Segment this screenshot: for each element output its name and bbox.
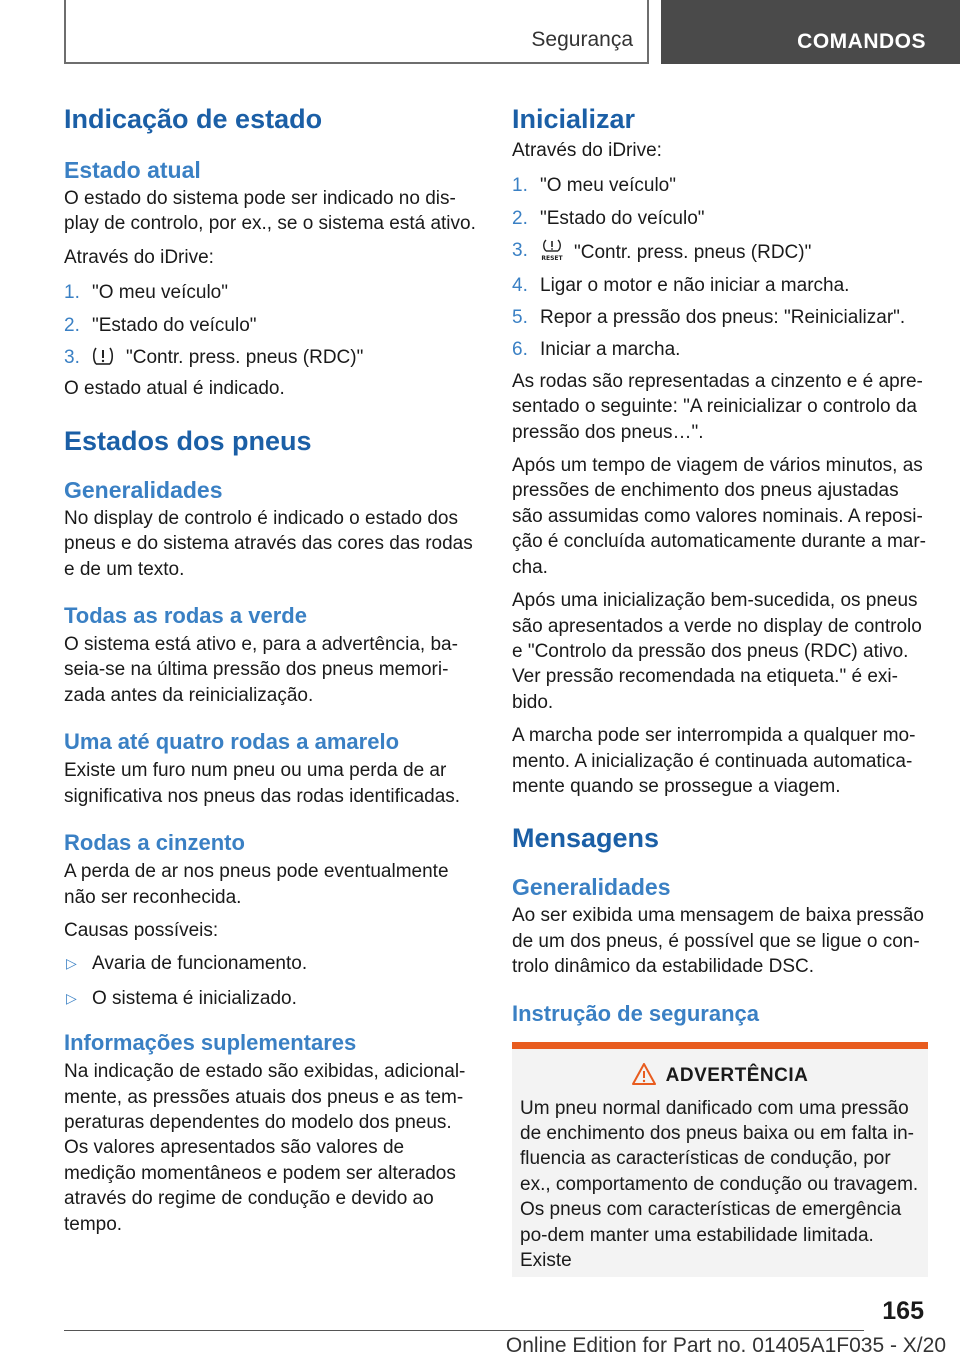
heading-all-green: Todas as rodas a verde [64,603,307,629]
heading-current-state: Estado atual [64,157,201,183]
paragraph-causes: Causas possíveis: [64,919,219,941]
list-item: 5. Repor a pressão dos pneus: "Reinicializar". [512,307,906,329]
list-item: 3. RESET "Contr. press. pneus (RDC)" [512,240,812,264]
warning-header [520,1063,920,1090]
heading-messages: Mensagens [512,823,660,854]
paragraph-state-shown: O estado atual é indicado. [64,378,285,400]
list-item: 1. "O meu veículo" [64,282,228,304]
paragraph-success: Após uma inicialização bem-sucedida, os pneus são apresentados a verde no display de controlo e "Controlo da pressão dos pneus (RDC) ativo. Ver pressão recomendada na etiqueta." é exi-bido. [512,590,922,713]
svg-text:RESET: RESET [541,255,563,263]
tire-reset-icon [540,238,563,263]
paragraph-grey: A perda de ar nos pneus pode eventualmente não ser reconhecida. [64,861,449,908]
list-item: 2. "Estado do veículo" [64,314,257,336]
list-item: 4. Ligar o motor e não iniciar a marcha. [512,274,850,296]
right-column [512,100,928,1277]
paragraph-via-idrive: Através do iDrive: [64,246,214,268]
heading-tire-states: Estados dos pneus [64,425,312,456]
list-item: 3. "Contr. press. pneus (RDC)" [64,347,364,369]
paragraph-all-green: O sistema está ativo e, para a advertência, ba-seia-se na última pressão dos pneus memori-zada antes da reinicialização. [64,634,458,706]
heading-general: Generalidades [512,874,671,901]
paragraph-via-idrive: Através do iDrive: [512,140,662,161]
status-steps-list [64,280,480,370]
left-column [64,100,480,1237]
paragraph-extra-info: Na indicação de estado são exibidas, adicional-mente, as pressões atuais dos pneus e as tem-peraturas dependentes do modelo dos pneus. Os valores apresentados são valores de medição momentâneos e podem ser alterados através do regime de condução e devido ao tempo. [64,1061,466,1235]
list-item: 2. "Estado do veículo" [512,207,705,229]
chapter-title: COMANDOS [797,30,926,53]
list-item: 6. Iniciar a marcha. [512,339,681,361]
list-item: 1. "O meu veículo" [512,175,676,197]
section-title: Segurança [531,28,633,51]
tire-pressure-warning-icon [92,345,114,367]
warning-text: Um pneu normal danificado com uma pressão de enchimento dos pneus baixa ou em falta in-fluencia as características de condução, por ex., comportamento de condução ou travagem. Os pneus com características de emergência po-dem manter uma estabilidade limitada. Existe [520,1097,919,1271]
heading-status-indication: Indicação de estado [64,104,323,134]
warning-box [512,1042,928,1278]
heading-grey: Rodas a cinzento [64,830,245,856]
paragraph-general: Ao ser exibida uma mensagem de baixa pressão de um dos pneus, é possível que se ligue o con-trolo dinâmico da estabilidade DSC. [512,905,924,978]
paragraph-general: No display de controlo é indicado o estado dos pneus e do sistema através das cores das rodas e de um texto. [64,507,473,580]
heading-general: Generalidades [64,476,223,503]
footer-edition: Online Edition for Part no. 01405A1F035 - X/20 [505,1334,946,1357]
header-section-tab [64,0,649,64]
list-item: ▷ O sistema é inicializado. [64,986,480,1011]
init-steps-list [512,173,928,362]
list-item: ▷ Avaria de funcionamento. [64,951,480,976]
warning-title: ADVERTÊNCIA [665,1065,809,1087]
paragraph-yellow: Existe um furo num pneu ou uma perda de ar significativa nos pneus das rodas identificadas. [64,760,461,807]
causes-list [64,951,480,1011]
heading-initialize: Inicializar [512,104,636,134]
heading-extra-info: Informações suplementares [64,1030,357,1056]
warning-triangle-icon [632,1063,656,1090]
footer-divider [64,1330,864,1331]
header-chapter-tab [661,0,960,64]
paragraph-current-state: O estado do sistema pode ser indicado no dis-play de controlo, por ex., se o sistema está ativo. [64,188,476,235]
paragraph-grey-reinit: As rodas são representadas a cinzento e é apre-sentado o seguinte: "A reinicializar o controlo da pressão dos pneus…". [512,370,923,443]
heading-yellow: Uma até quatro rodas a amarelo [64,729,400,755]
paragraph-nominal-values: Após um tempo de viagem de vários minutos, as pressões de enchimento dos pneus ajustadas são assumidas como valores nominais. A reposi-ção é concluída automaticamente durante a mar-cha. [512,455,927,578]
paragraph-interrupt: A marcha pode ser interrompida a qualquer mo-mento. A inicialização é continuada automatica-mente quando se prossegue a viagem. [512,725,916,797]
heading-safety: Instrução de segurança [512,1000,759,1026]
bullet-triangle-icon: ▷ [66,955,77,972]
page-number: 165 [882,1297,924,1325]
bullet-triangle-icon: ▷ [66,989,77,1006]
